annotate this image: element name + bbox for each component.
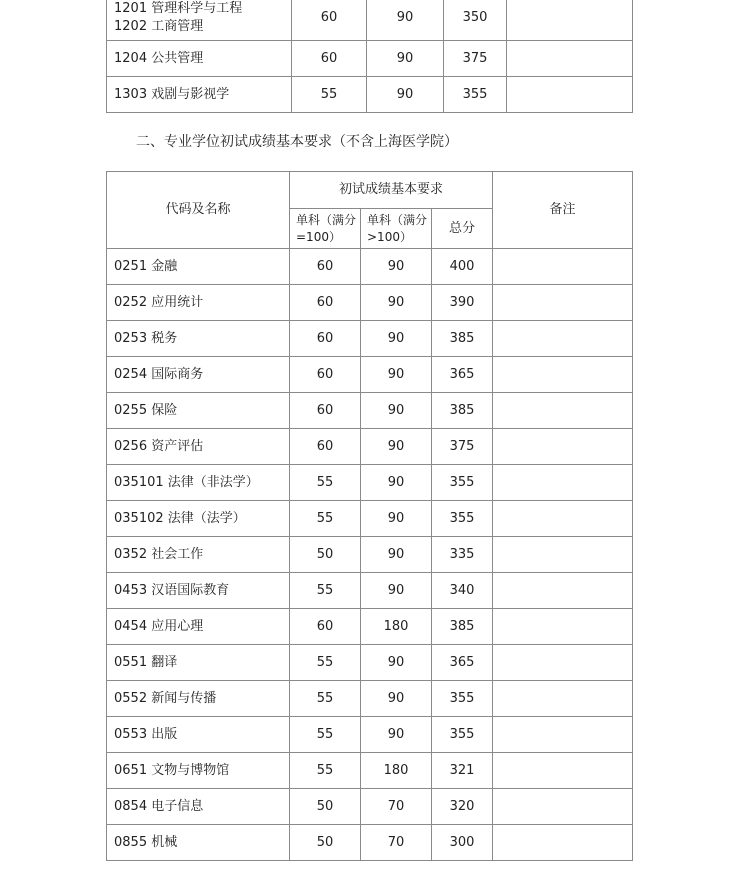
cell-single-100: 55 <box>290 501 361 537</box>
cell-total: 365 <box>432 357 493 393</box>
cell-single-gt100: 90 <box>361 681 432 717</box>
cell-name: 0553 出版 <box>107 717 290 753</box>
cell-single-100: 55 <box>290 645 361 681</box>
cell-total: 355 <box>432 465 493 501</box>
cell-remark <box>507 77 633 113</box>
table-row <box>107 789 633 825</box>
cell-name: 0855 机械 <box>107 825 290 861</box>
cell-name: 0252 应用统计 <box>107 285 290 321</box>
table-row <box>107 321 633 357</box>
cell-remark <box>493 429 633 465</box>
cell-remark <box>493 609 633 645</box>
cell-total: 320 <box>432 789 493 825</box>
header-single-100: 单科（满分=100） <box>290 209 361 249</box>
cell-single-100: 55 <box>290 717 361 753</box>
cell-total: 335 <box>432 537 493 573</box>
table-row <box>107 393 633 429</box>
cell-single-100: 55 <box>290 681 361 717</box>
cell-single-gt100: 90 <box>361 249 432 285</box>
cell-total: 385 <box>432 393 493 429</box>
header-remark: 备注 <box>493 172 633 249</box>
cell-name: 0651 文物与博物馆 <box>107 753 290 789</box>
cell-name: 0854 电子信息 <box>107 789 290 825</box>
cell-total: 390 <box>432 285 493 321</box>
cell-name: 0454 应用心理 <box>107 609 290 645</box>
cell-single-gt100: 180 <box>361 609 432 645</box>
cell-single-100: 60 <box>290 357 361 393</box>
top-score-table-body <box>107 0 633 113</box>
professional-degree-score-table <box>106 171 633 861</box>
cell-single-gt100: 90 <box>367 77 444 113</box>
cell-single-gt100: 90 <box>361 393 432 429</box>
cell-total: 375 <box>432 429 493 465</box>
cell-remark <box>493 717 633 753</box>
table-row <box>107 753 633 789</box>
cell-name: 0552 新闻与传播 <box>107 681 290 717</box>
cell-single-100: 60 <box>292 0 367 41</box>
cell-name: 1201 管理科学与工程 1202 工商管理 <box>107 0 292 41</box>
cell-name: 1303 戏剧与影视学 <box>107 77 292 113</box>
cell-remark <box>493 321 633 357</box>
cell-total: 355 <box>432 681 493 717</box>
table-row <box>107 357 633 393</box>
cell-single-gt100: 90 <box>361 429 432 465</box>
header-code-name: 代码及名称 <box>107 172 290 249</box>
table-row <box>107 429 633 465</box>
cell-remark <box>493 573 633 609</box>
cell-name: 0251 金融 <box>107 249 290 285</box>
cell-remark <box>507 0 633 41</box>
cell-single-100: 55 <box>292 77 367 113</box>
table-row <box>107 249 633 285</box>
cell-single-gt100: 90 <box>361 465 432 501</box>
cell-single-100: 60 <box>290 321 361 357</box>
cell-single-gt100: 90 <box>367 0 444 41</box>
cell-single-gt100: 90 <box>361 357 432 393</box>
cell-single-100: 60 <box>290 249 361 285</box>
cell-single-gt100: 90 <box>361 501 432 537</box>
cell-single-100: 55 <box>290 753 361 789</box>
cell-single-100: 60 <box>290 609 361 645</box>
cell-single-gt100: 70 <box>361 825 432 861</box>
cell-name: 0256 资产评估 <box>107 429 290 465</box>
cell-remark <box>493 249 633 285</box>
table-row <box>107 285 633 321</box>
header-single-gt100: 单科（满分>100） <box>361 209 432 249</box>
table-row <box>107 537 633 573</box>
cell-single-100: 50 <box>290 789 361 825</box>
cell-remark <box>493 645 633 681</box>
cell-single-gt100: 90 <box>361 321 432 357</box>
table-row <box>107 717 633 753</box>
table-row <box>107 0 633 41</box>
cell-name: 0253 税务 <box>107 321 290 357</box>
section-heading: 二、专业学位初试成绩基本要求（不含上海医学院） <box>136 134 458 150</box>
cell-single-100: 55 <box>290 573 361 609</box>
table-row <box>107 41 633 77</box>
cell-remark <box>493 537 633 573</box>
cell-single-gt100: 180 <box>361 753 432 789</box>
cell-remark <box>507 41 633 77</box>
cell-single-100: 55 <box>290 465 361 501</box>
cell-name: 0254 国际商务 <box>107 357 290 393</box>
table-header <box>107 172 633 249</box>
cell-single-100: 60 <box>290 285 361 321</box>
table-row <box>107 609 633 645</box>
cell-remark <box>493 501 633 537</box>
cell-single-100: 60 <box>292 41 367 77</box>
cell-single-gt100: 90 <box>361 537 432 573</box>
cell-total: 385 <box>432 321 493 357</box>
cell-total: 355 <box>432 717 493 753</box>
cell-total: 340 <box>432 573 493 609</box>
cell-total: 365 <box>432 645 493 681</box>
cell-total: 300 <box>432 825 493 861</box>
cell-remark <box>493 285 633 321</box>
table-row <box>107 465 633 501</box>
cell-single-gt100: 90 <box>361 645 432 681</box>
cell-remark <box>493 825 633 861</box>
table-row <box>107 77 633 113</box>
cell-single-gt100: 90 <box>367 41 444 77</box>
table-row <box>107 825 633 861</box>
cell-single-100: 50 <box>290 825 361 861</box>
table-row <box>107 501 633 537</box>
cell-total: 355 <box>432 501 493 537</box>
table-body <box>107 249 633 861</box>
cell-remark <box>493 393 633 429</box>
cell-remark <box>493 681 633 717</box>
cell-total: 375 <box>444 41 507 77</box>
cell-remark <box>493 357 633 393</box>
cell-total: 400 <box>432 249 493 285</box>
cell-total: 385 <box>432 609 493 645</box>
table-row <box>107 681 633 717</box>
cell-remark <box>493 753 633 789</box>
cell-name: 0453 汉语国际教育 <box>107 573 290 609</box>
cell-name: 035102 法律（法学） <box>107 501 290 537</box>
header-score-group: 初试成绩基本要求 <box>290 172 493 209</box>
table-row <box>107 645 633 681</box>
cell-name: 0551 翻译 <box>107 645 290 681</box>
cell-name: 035101 法律（非法学） <box>107 465 290 501</box>
cell-name: 0255 保险 <box>107 393 290 429</box>
cell-remark <box>493 465 633 501</box>
cell-total: 355 <box>444 77 507 113</box>
cell-single-gt100: 90 <box>361 573 432 609</box>
cell-remark <box>493 789 633 825</box>
header-total: 总分 <box>432 209 493 249</box>
cell-total: 350 <box>444 0 507 41</box>
cell-name: 1204 公共管理 <box>107 41 292 77</box>
cell-single-100: 60 <box>290 429 361 465</box>
cell-total: 321 <box>432 753 493 789</box>
cell-single-100: 50 <box>290 537 361 573</box>
cell-name: 0352 社会工作 <box>107 537 290 573</box>
cell-single-gt100: 70 <box>361 789 432 825</box>
cell-single-gt100: 90 <box>361 285 432 321</box>
cell-single-100: 60 <box>290 393 361 429</box>
table-row <box>107 573 633 609</box>
cell-single-gt100: 90 <box>361 717 432 753</box>
top-score-table <box>106 0 633 113</box>
